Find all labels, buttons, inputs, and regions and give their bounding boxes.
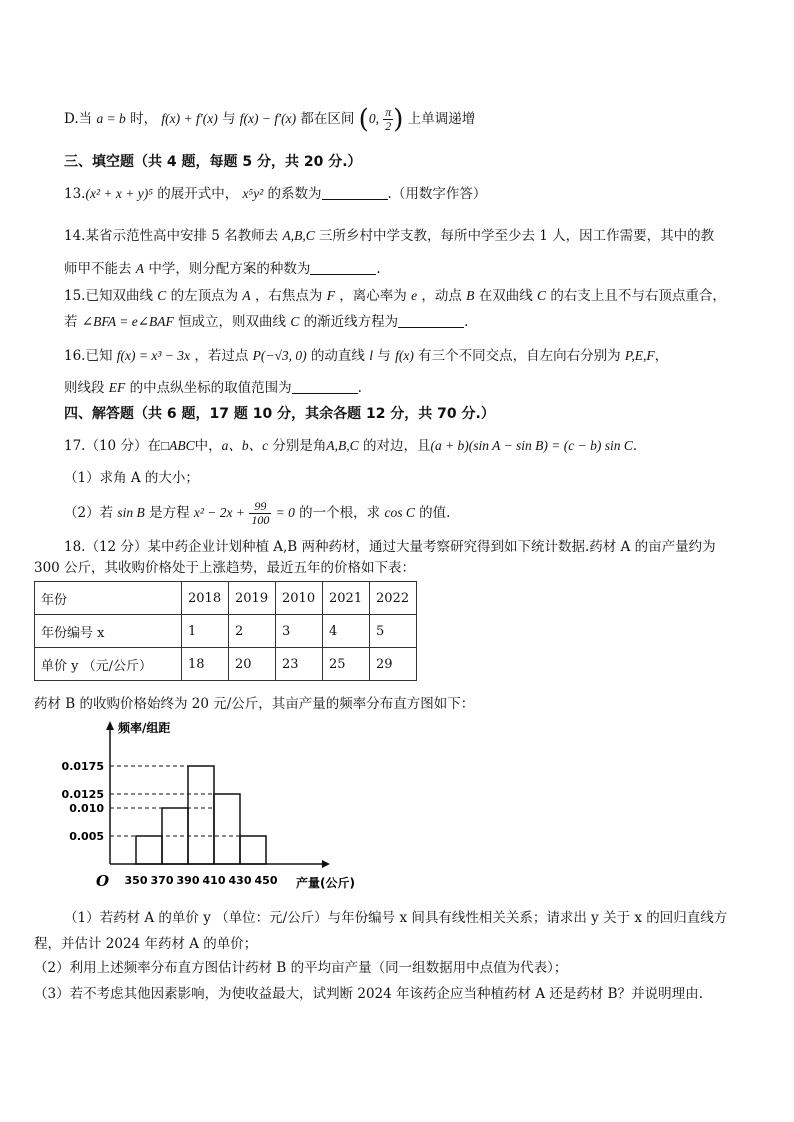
q16-text: 有三个不同交点，自左向右分别为 xyxy=(418,348,621,364)
q14-math: A xyxy=(135,261,145,276)
q17-math: sin B xyxy=(117,505,145,520)
q15-math: B xyxy=(466,288,475,303)
y-tick-label: 0.0175 xyxy=(61,760,104,773)
q15-text: 15.已知双曲线 xyxy=(64,288,153,304)
option-d-tail: 上单调递增 xyxy=(407,111,476,127)
answer-blank xyxy=(292,379,358,394)
x-axis-label: 产量(公斤) xyxy=(296,876,355,890)
q16-text: 与 xyxy=(377,348,391,364)
q16-math: f(x) xyxy=(395,348,414,363)
question-17-part-1: （1）求角 A 的大小； xyxy=(64,470,199,486)
x-tick-label: 390 xyxy=(176,874,200,887)
q16-text: 的动直线 xyxy=(310,348,365,364)
q16-text: 的中点纵坐标的取值范围为 xyxy=(129,380,292,396)
origin-label: O xyxy=(96,872,110,890)
q15-math: A xyxy=(242,288,251,303)
x-tick-label: 450 xyxy=(254,874,278,887)
histogram-bar xyxy=(188,766,214,864)
q13-text: 的展开式中， xyxy=(157,186,239,202)
question-18-part-2: （2）利用上述频率分布直方图估计药材 B 的平均亩产量（同一组数据用中点值为代表）； xyxy=(34,960,568,976)
q15-text: 的右支上且不与右顶点重合， xyxy=(550,288,726,304)
y-axis-label: 频率/组距 xyxy=(118,721,171,735)
question-18-line-2: 300 公斤，其收购价格处于上涨趋势，最近五年的价格如下表： xyxy=(34,560,416,576)
x-tick-label: 370 xyxy=(150,874,174,887)
q13-number: 13. xyxy=(64,186,86,202)
q17-math: (a + b)(sin A − sin B) = (c − b) sin C xyxy=(430,438,633,453)
q16-text: ， xyxy=(654,348,669,364)
q14-text: 中学，则分配方案的种数为 xyxy=(148,261,311,277)
q14-text: . xyxy=(376,261,381,277)
table-cell: 25 xyxy=(323,648,370,681)
table-cell: 4 xyxy=(323,615,370,648)
q15-text: ，离心率为 xyxy=(339,288,407,304)
q16-text: ，若过点 xyxy=(194,348,249,364)
q16-text: 16.已知 xyxy=(64,348,113,364)
y-axis-arrow xyxy=(106,721,114,730)
q17-math: a、b、c xyxy=(221,438,269,453)
option-d xyxy=(64,106,754,133)
question-18-part-3: （3）若不考虑其他因素影响，为使收益最大，试判断 2024 年该药企应当种植药材 A 还是药材 B？并说明理由. xyxy=(34,986,703,1002)
table-header-cell: 单价 y （元/公斤） xyxy=(35,648,182,681)
frequency-histogram xyxy=(40,716,360,896)
histogram-bar xyxy=(214,794,240,864)
q17-text: 分别是角 xyxy=(272,438,327,454)
q15-math: e xyxy=(411,288,418,303)
paren-left: ( xyxy=(358,104,369,135)
q17-text: 的对边，且 xyxy=(362,438,431,454)
answer-blank xyxy=(398,313,464,328)
q17-text: 的值. xyxy=(419,505,451,521)
table-cell: 2010 xyxy=(276,582,323,615)
question-14-line-2 xyxy=(64,259,754,279)
q14-text: 14.某省示范性高中安排 5 名教师去 xyxy=(64,228,279,244)
table-cell: 20 xyxy=(229,648,276,681)
q14-math: A,B,C xyxy=(282,228,315,243)
y-tick-label: 0.010 xyxy=(69,802,104,815)
q15-math: C xyxy=(290,314,300,329)
question-14-line-1 xyxy=(64,226,754,246)
section-3-title: 三、填空题（共 4 题，每题 5 分，共 20 分.） xyxy=(64,154,362,170)
x-tick-label: 350 xyxy=(124,874,148,887)
q16-text: 则线段 xyxy=(64,380,105,396)
option-d-text: 与 xyxy=(221,111,236,127)
question-17-part-2 xyxy=(64,500,754,527)
q16-math: EF xyxy=(108,380,126,395)
histogram-bars xyxy=(136,766,266,864)
q14-text: 师甲不能去 xyxy=(64,261,132,277)
table-cell: 3 xyxy=(276,615,323,648)
q15-text: 的左顶点为 xyxy=(170,288,239,304)
table-cell: 29 xyxy=(370,648,417,681)
q17-text: 中， xyxy=(194,438,222,454)
option-d-label: D.当 xyxy=(64,111,93,127)
q16-math: f(x) = x³ − 3x xyxy=(116,348,191,363)
x-tick-label: 430 xyxy=(228,874,252,887)
table-row xyxy=(35,582,417,615)
interval-fraction xyxy=(383,106,393,133)
question-17 xyxy=(64,436,754,456)
q17-text: 17.（10 分）在 xyxy=(64,438,161,454)
table-cell: 1 xyxy=(182,615,229,648)
table-cell: 18 xyxy=(182,648,229,681)
option-d-expr2: f(x) − f′(x) xyxy=(239,111,297,126)
table-cell: 2 xyxy=(229,615,276,648)
q13-expr: (x² + x + y)⁵ xyxy=(85,186,153,201)
y-tick-label: 0.0125 xyxy=(61,788,104,801)
q15-text: . xyxy=(464,314,469,330)
x-tick-labels xyxy=(125,874,278,887)
option-d-text: 时， xyxy=(130,111,158,127)
table-cell: 5 xyxy=(370,615,417,648)
y-tick-label: 0.005 xyxy=(69,830,104,843)
q15-math: C xyxy=(157,288,167,303)
q17-text: 的一个根，求 xyxy=(299,505,381,521)
x-axis-arrow xyxy=(322,860,330,868)
q15-math: F xyxy=(326,288,335,303)
table-header-cell: 年份 xyxy=(35,582,182,615)
question-16-line-1 xyxy=(64,346,754,366)
fraction-den: 100 xyxy=(251,513,270,527)
table-cell: 2022 xyxy=(370,582,417,615)
q13-text: .（用数字作答） xyxy=(387,186,487,202)
paren-right: ) xyxy=(393,104,404,135)
question-13 xyxy=(64,184,754,204)
q17-math: cos C xyxy=(384,505,415,520)
interval-den: 2 xyxy=(385,119,392,133)
answer-blank xyxy=(310,260,376,275)
q15-text: 若 xyxy=(64,314,78,330)
interval-left: 0, xyxy=(368,111,379,126)
table-cell: 23 xyxy=(276,648,323,681)
q15-math: ∠BFA = e∠BAF xyxy=(81,314,174,329)
q15-math: C xyxy=(537,288,547,303)
option-d-cond: a = b xyxy=(96,111,126,126)
q17-math: □ABC xyxy=(160,438,195,453)
q17-math: = 0 xyxy=(275,505,295,520)
q15-text: ，动点 xyxy=(421,288,462,304)
option-d-expr1: f(x) + f′(x) xyxy=(161,111,218,126)
question-18-part-1-line-2: 程，并估计 2024 年药材 A 的单价； xyxy=(34,936,258,952)
q17-math: A,B,C xyxy=(326,438,359,453)
q17-math: x² − 2x + xyxy=(193,505,246,520)
fraction-num: 99 xyxy=(249,500,271,514)
q13-term: x⁵y² xyxy=(242,186,264,201)
q15-text: 的渐近线方程为 xyxy=(303,314,399,330)
table-row xyxy=(35,615,417,648)
question-15-line-1 xyxy=(64,286,754,306)
q15-text: 恒成立，则双曲线 xyxy=(178,314,287,330)
table-cell: 2021 xyxy=(323,582,370,615)
q16-math: P(−√3, 0) xyxy=(252,348,307,363)
q17-fraction xyxy=(249,500,271,527)
question-18-after-table: 药材 B 的收购价格始终为 20 元/公斤，其亩产量的频率分布直方图如下： xyxy=(34,696,475,712)
table-cell: 2019 xyxy=(229,582,276,615)
q16-math: P,E,F xyxy=(624,348,655,363)
q15-text: 在双曲线 xyxy=(478,288,533,304)
y-tick-labels xyxy=(62,760,105,843)
option-d-text: 都在区间 xyxy=(300,111,355,127)
histogram-bar xyxy=(136,836,162,864)
price-table xyxy=(34,581,417,681)
question-18-part-1-line-1: （1）若药材 A 的单价 y （单位：元/公斤）与年份编号 x 间具有线性相关关系；请求出 y 关于 x 的回归直线方 xyxy=(64,910,728,926)
q16-text: . xyxy=(357,380,362,396)
q16-math: l xyxy=(369,348,373,363)
table-header-cell: 年份编号 x xyxy=(35,615,182,648)
x-tick-label: 410 xyxy=(202,874,226,887)
interval-num: π xyxy=(385,105,392,119)
q13-text: 的系数为 xyxy=(267,186,322,202)
q17-text: （2）若 xyxy=(64,505,114,521)
answer-blank xyxy=(322,185,388,200)
table-cell: 2018 xyxy=(182,582,229,615)
reference-lines xyxy=(110,766,240,836)
table-row xyxy=(35,648,417,681)
question-18-line-1: 18.（12 分）某中药企业计划种植 A,B 两种药材，通过大量考察研究得到如下统计数据.药材 A 的亩产量约为 xyxy=(64,539,716,555)
question-15-line-2 xyxy=(64,312,754,332)
q15-text: ，右焦点为 xyxy=(254,288,323,304)
histogram-bar xyxy=(240,836,266,864)
section-4-title: 四、解答题（共 6 题，17 题 10 分，其余各题 12 分，共 70 分.） xyxy=(64,406,495,422)
q17-text: . xyxy=(632,438,638,454)
question-16-line-2 xyxy=(64,378,754,398)
q17-text: 是方程 xyxy=(149,505,190,521)
q14-text: 三所乡村中学支教，每所中学至少去 1 人，因工作需要，其中的教 xyxy=(319,228,715,244)
